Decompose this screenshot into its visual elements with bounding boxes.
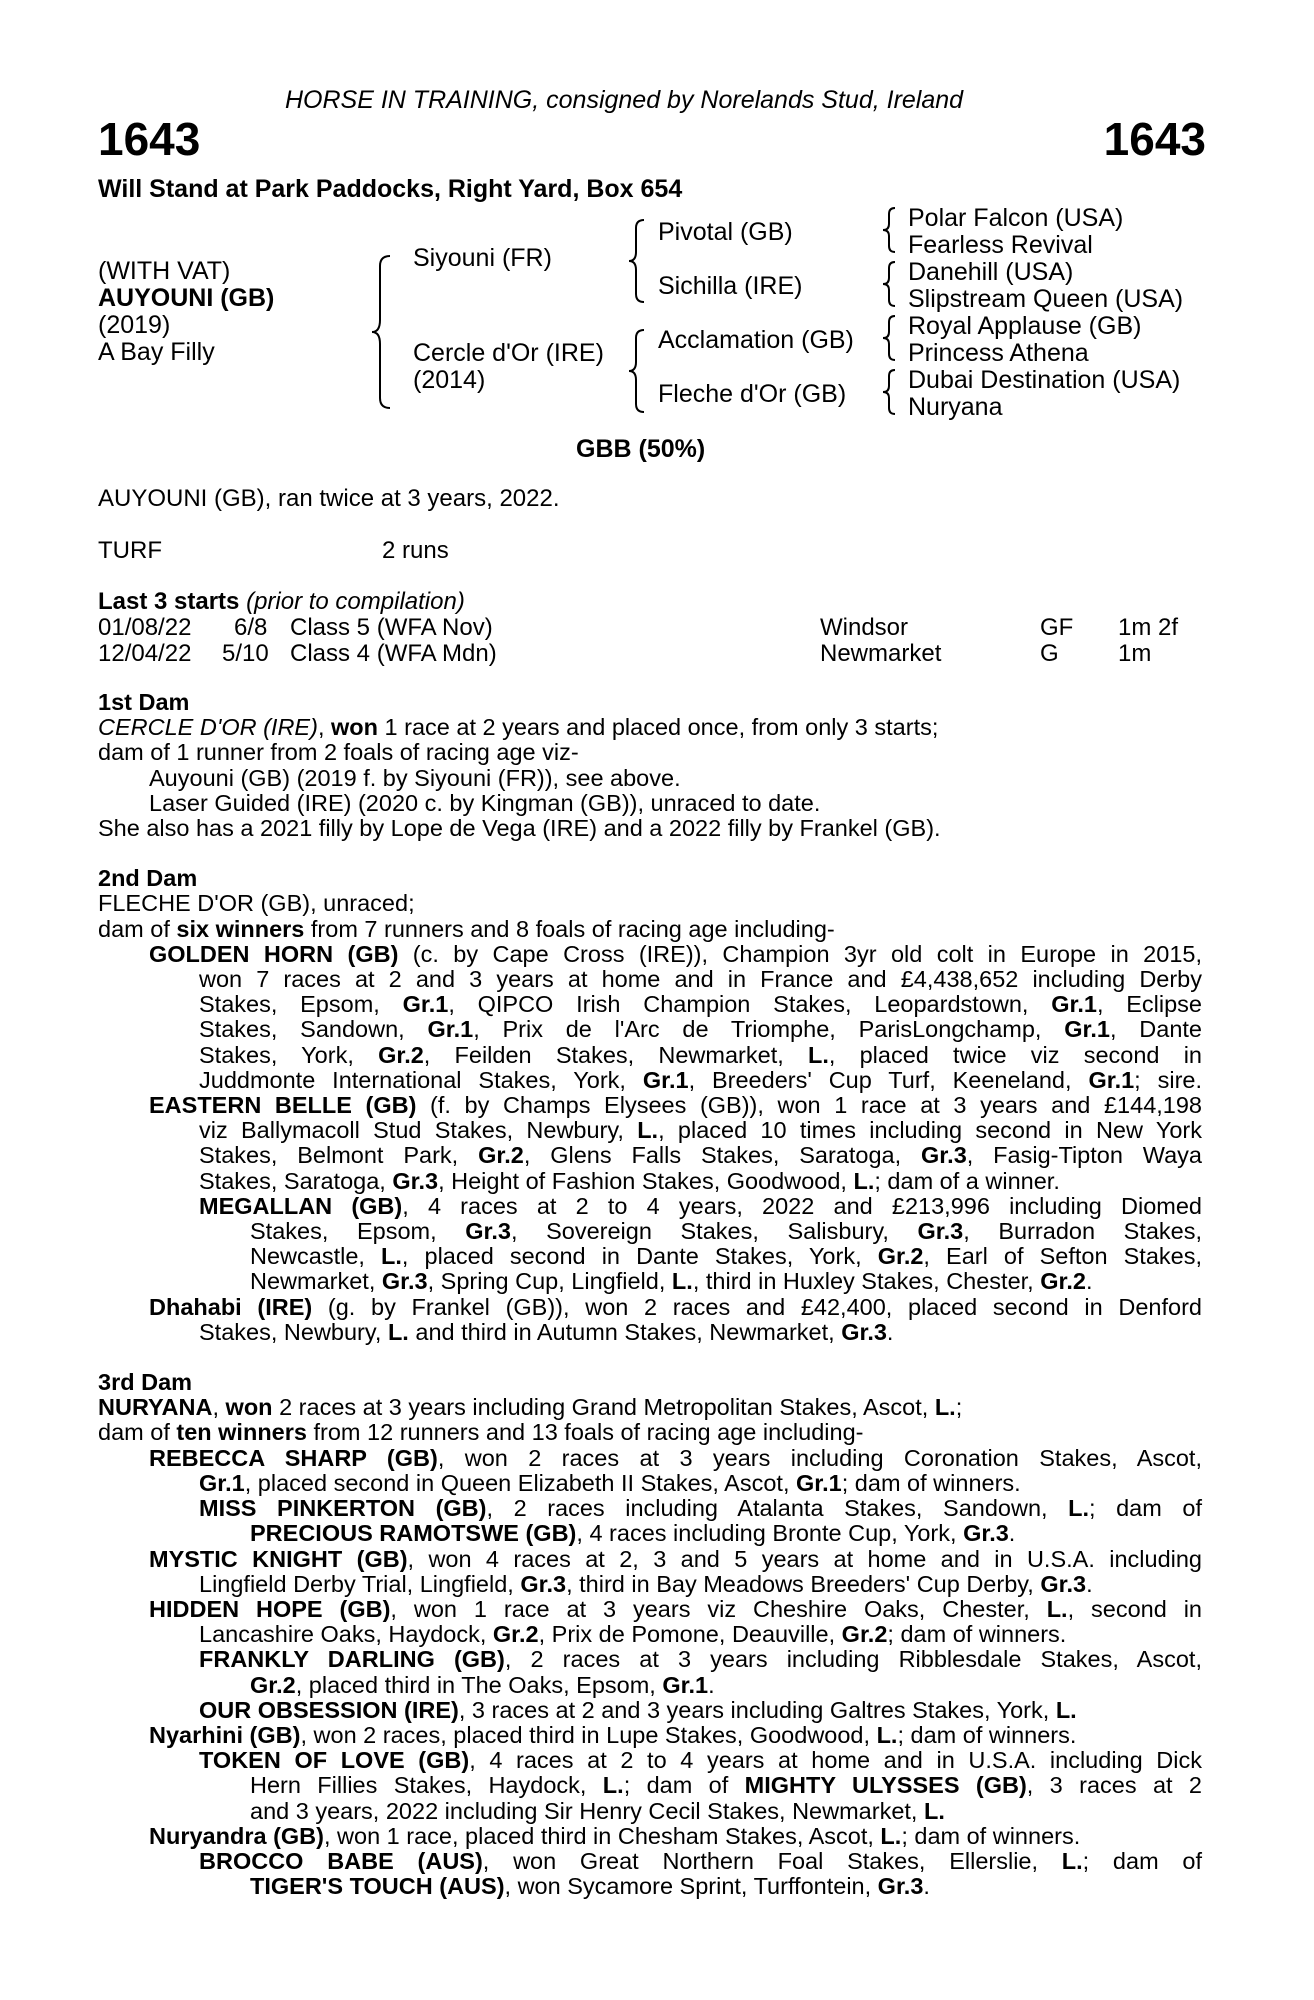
start-row-2-course: Newmarket <box>820 640 942 667</box>
token-of-love-line-3: and 3 years, 2022 including Sir Henry Cecil Stakes, Newmarket, L. <box>250 1797 945 1824</box>
lot-number-right: 1643 <box>1103 113 1206 165</box>
dam-year: (2014) <box>413 366 486 394</box>
gen3-8: Nuryana <box>908 393 1003 421</box>
turf-runs: 2 runs <box>382 537 449 564</box>
gen3-6: Princess Athena <box>908 339 1089 367</box>
dd-brace <box>880 367 900 417</box>
start-row-2-going: G <box>1040 640 1059 667</box>
precious-ramotswe-line: PRECIOUS RAMOTSWE (GB), 4 races including Bronte Cup, York, Gr.3. <box>250 1520 1016 1547</box>
sire-sire: Pivotal (GB) <box>658 218 793 246</box>
megallan-line-2: Stakes, Epsom, Gr.3, Sovereign Stakes, Salisbury, Gr.3, Burradon Stakes, <box>250 1218 1202 1245</box>
dam-dam: Fleche d'Or (GB) <box>658 380 847 408</box>
start-row-2-date: 12/04/22 <box>98 640 192 667</box>
golden-horn-line-3: Stakes, Epsom, Gr.1, QIPCO Irish Champion Stakes, Leopardstown, Gr.1, Eclipse <box>199 991 1202 1018</box>
rebecca-sharp-line-2: Gr.1, placed second in Queen Elizabeth II Stakes, Ascot, Gr.1; dam of winners. <box>199 1469 1021 1496</box>
first-dam-title: 1st Dam <box>98 689 190 715</box>
eastern-belle-line-2: viz Ballymacoll Stud Stakes, Newbury, L., placed 10 times including second in New York <box>199 1117 1202 1144</box>
third-dam-title: 3rd Dam <box>98 1369 193 1396</box>
token-of-love-line-2: Hern Fillies Stakes, Haydock, L.; dam of MIGHTY ULYSSES (GB), 3 races at 2 <box>250 1772 1202 1799</box>
start-row-2-race: Class 4 (WFA Mdn) <box>290 640 497 667</box>
gen3-2: Fearless Revival <box>908 231 1093 259</box>
frankly-darling-line-1: FRANKLY DARLING (GB), 2 races at 3 years including Ribblesdale Stakes, Ascot, <box>199 1646 1202 1673</box>
our-obsession-line: OUR OBSESSION (IRE), 3 races at 2 and 3 years including Galtres Stakes, York, L. <box>199 1696 1077 1723</box>
golden-horn-line-1: GOLDEN HORN (GB) (c. by Cape Cross (IRE)), Champion 3yr old colt in Europe in 2015, <box>149 940 1202 967</box>
first-dam-line-3: Auyouni (GB) (2019 f. by Siyouni (FR)), see above. <box>149 764 681 791</box>
golden-horn-line-6: Juddmonte International Stakes, York, Gr.1, Breeders' Cup Turf, Keeneland, Gr.1; sire. <box>199 1066 1202 1093</box>
mystic-knight-line-1: MYSTIC KNIGHT (GB), won 4 races at 2, 3 and 5 years at home and in U.S.A. including <box>149 1545 1202 1572</box>
nuryandra-line: Nuryandra (GB), won 1 race, placed third in Chesham Stakes, Ascot, L.; dam of winners. <box>149 1822 1081 1849</box>
turf-label: TURF <box>98 537 162 564</box>
golden-horn-line-4: Stakes, Sandown, Gr.1, Prix de l'Arc de Triomphe, ParisLongchamp, Gr.1, Dante <box>199 1016 1202 1043</box>
eastern-belle-line-4: Stakes, Saratoga, Gr.3, Height of Fashion Stakes, Goodwood, L.; dam of a winner. <box>199 1167 1060 1194</box>
dhahabi-line-1: Dhahabi (IRE) (g. by Frankel (GB)), won 2 races and £42,400, placed second in Denford <box>149 1293 1202 1320</box>
ss-brace <box>880 205 900 255</box>
pedigree-main-brace <box>368 252 398 412</box>
horse-name: AUYOUNI (GB) <box>98 284 275 312</box>
first-dam-line-4: Laser Guided (IRE) (2020 c. by Kingman (GB)), unraced to date. <box>149 789 821 816</box>
dam-records <box>98 690 1202 1899</box>
first-dam-line-2: dam of 1 runner from 2 foals of racing age viz- <box>98 739 579 766</box>
gbb-note: GBB (50%) <box>576 435 706 463</box>
hidden-hope-line-2: Lancashire Oaks, Haydock, Gr.2, Prix de Pomone, Deauville, Gr.2; dam of winners. <box>199 1621 1067 1648</box>
vat-note: (WITH VAT) <box>98 257 231 285</box>
start-row-1-going: GF <box>1040 614 1074 641</box>
dam-name: Cercle d'Or (IRE) <box>413 339 604 367</box>
nyarhini-line: Nyarhini (GB), won 2 races, placed third in Lupe Stakes, Goodwood, L.; dam of winners. <box>149 1721 1077 1748</box>
horse-description: A Bay Filly <box>98 338 215 366</box>
megallan-line-4: Newmarket, Gr.3, Spring Cup, Lingfield, L., third in Huxley Stakes, Chester, Gr.2. <box>250 1268 1093 1295</box>
megallan-line-1: MEGALLAN (GB), 4 races at 2 to 4 years, 2022 and £213,996 including Diomed <box>199 1192 1202 1219</box>
last-starts-heading <box>98 588 465 616</box>
second-dam-line-1: FLECHE D'OR (GB), unraced; <box>98 890 415 917</box>
second-dam-title: 2nd Dam <box>98 865 198 892</box>
megallan-line-3: Newcastle, L., placed second in Dante Stakes, York, Gr.2, Earl of Sefton Stakes, <box>250 1243 1202 1270</box>
start-row-1-course: Windsor <box>820 614 909 641</box>
gen3-4: Slipstream Queen (USA) <box>908 285 1184 313</box>
gen3-3: Danehill (USA) <box>908 258 1074 286</box>
start-row-1-race: Class 5 (WFA Nov) <box>290 614 493 641</box>
sire-brace <box>626 216 650 306</box>
gen3-7: Dubai Destination (USA) <box>908 366 1181 394</box>
first-dam-line-5: She also has a 2021 filly by Lope de Vega (IRE) and a 2022 filly by Frankel (GB). <box>98 815 941 842</box>
first-dam-line-1: CERCLE D'OR (IRE), won 1 race at 2 years and placed once, from only 3 starts; <box>98 714 939 741</box>
sire-name: Siyouni (FR) <box>413 244 552 272</box>
horse-year: (2019) <box>98 311 171 339</box>
stand-location: Will Stand at Park Paddocks, Right Yard, Box 654 <box>98 175 683 203</box>
third-dam-line-2: dam of ten winners from 12 runners and 13 foals of racing age including- <box>98 1419 864 1446</box>
tigers-touch-line: TIGER'S TOUCH (AUS), won Sycamore Sprint, Turffontein, Gr.3. <box>250 1873 930 1900</box>
gen3-5: Royal Applause (GB) <box>908 312 1142 340</box>
last-starts-title: Last 3 starts <box>98 588 240 615</box>
sire-dam: Sichilla (IRE) <box>658 272 803 300</box>
consignment-line: HORSE IN TRAINING, consigned by Norelands Stud, Ireland <box>285 86 964 114</box>
sd-brace <box>880 259 900 309</box>
dam-sire: Acclamation (GB) <box>658 326 854 354</box>
start-row-2-dist: 1m <box>1118 640 1152 667</box>
golden-horn-line-2: won 7 races at 2 and 3 years at home and in France and £4,438,652 including Derby <box>199 966 1202 993</box>
start-row-1-dist: 1m 2f <box>1118 614 1179 641</box>
dam-brace <box>626 326 650 416</box>
third-dam-line-1: NURYANA, won 2 races at 3 years including Grand Metropolitan Stakes, Ascot, L.; <box>98 1394 963 1421</box>
ds-brace <box>880 313 900 363</box>
race-summary: AUYOUNI (GB), ran twice at 3 years, 2022. <box>98 485 560 512</box>
dhahabi-line-2: Stakes, Newbury, L. and third in Autumn Stakes, Newmarket, Gr.3. <box>199 1318 894 1345</box>
start-row-2-pos: 5/10 <box>222 640 269 667</box>
start-row-1-pos: 6/8 <box>234 614 268 641</box>
last-starts-note: (prior to compilation) <box>246 588 465 615</box>
eastern-belle-line-1: EASTERN BELLE (GB) (f. by Champs Elysees (GB)), won 1 race at 3 years and £144,198 <box>149 1092 1202 1119</box>
start-row-1-date: 01/08/22 <box>98 614 192 641</box>
eastern-belle-line-3: Stakes, Belmont Park, Gr.2, Glens Falls Stakes, Saratoga, Gr.3, Fasig-Tipton Waya <box>199 1142 1202 1169</box>
rebecca-sharp-line-1: REBECCA SHARP (GB), won 2 races at 3 years including Coronation Stakes, Ascot, <box>149 1444 1202 1471</box>
frankly-darling-line-2: Gr.2, placed third in The Oaks, Epsom, Gr.1. <box>250 1671 715 1698</box>
lot-number-left: 1643 <box>98 113 201 165</box>
token-of-love-line-1: TOKEN OF LOVE (GB), 4 races at 2 to 4 years at home and in U.S.A. including Dick <box>199 1747 1202 1774</box>
hidden-hope-line-1: HIDDEN HOPE (GB), won 1 race at 3 years viz Cheshire Oaks, Chester, L., second in <box>149 1595 1203 1622</box>
miss-pinkerton-line: MISS PINKERTON (GB), 2 races including Atalanta Stakes, Sandown, L.; dam of <box>199 1495 1202 1522</box>
brocco-babe-line: BROCCO BABE (AUS), won Great Northern Foal Stakes, Ellerslie, L.; dam of <box>199 1847 1202 1874</box>
second-dam-line-2: dam of six winners from 7 runners and 8 foals of racing age including- <box>98 915 835 942</box>
golden-horn-line-5: Stakes, York, Gr.2, Feilden Stakes, Newmarket, L., placed twice viz second in <box>199 1041 1203 1068</box>
gen3-1: Polar Falcon (USA) <box>908 204 1124 232</box>
mystic-knight-line-2: Lingfield Derby Trial, Lingfield, Gr.3, third in Bay Meadows Breeders' Cup Derby, Gr.3. <box>199 1570 1093 1597</box>
